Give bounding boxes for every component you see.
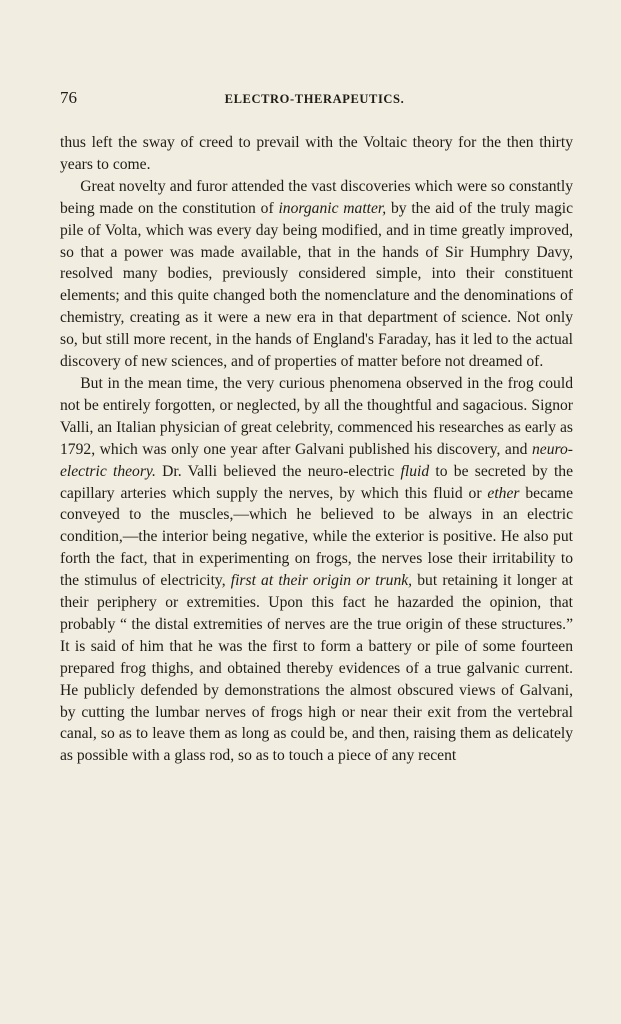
body-text [60,132,573,767]
paragraph [60,176,573,373]
italic-text: ether [487,484,520,502]
running-head [60,88,573,110]
italic-text: neuro-electric theory. [60,440,573,480]
text-run: became conveyed to the muscles,—which he believed to be always in an electric condition,—the interior being negative, while the exterior is positive. He also put forth the fact, that in experimenting on frogs, the nerves lose their irritability to the stimulus of electricity, [60,484,573,590]
paragraph [60,132,573,176]
page-number: 76 [60,88,77,107]
text-run: but retaining it longer at their periphery or extremities. Upon this fact he hazarded the opinion, that probably “ the distal extremities of nerves are the true origin of these structures.” It is said of him that he was the first to form a battery or pile of some fourteen prepared frog thighs, and obtained thereby evidences of a true galvanic current. He publicly defended by demonstrations the almost obscured views of Galvani, by cutting the lumbar nerves of frogs high or near their exit from the vertebral canal, so as to leave them as long as could be, and then, raising them as delicately as possible with a glass rod, so as to touch a piece of any recent [60,572,573,765]
text-run: to be secreted by the capillary arteries which supply the nerves, by which this fluid or [60,462,573,502]
italic-text: fluid [400,462,430,480]
italic-text: inorganic matter, [278,199,387,217]
text-run: by the aid of the truly magic pile of Volta, which was every day being modified, and in time greatly improved, so that a power was made available, that in the hands of Sir Humphry Davy, resolved many bodies, previously considered simple, into their constituent elements; and this quite changed both the nomenclature and the denominations of chemistry, creating as it were a new era in that department of science. Not only so, but still more recent, in the hands of England's Faraday, has it led to the actual discovery of new sciences, and of properties of matter before not dreamed of. [60,199,573,371]
text-run: But in the mean time, the very curious phenomena observed in the frog could not be entirely forgotten, or neglected, by all the thoughtful and sagacious. Signor Valli, an Italian physician of great celebrity, commenced his researches as early as 1792, which was only one year after Galvani published his discovery, and [60,374,573,458]
italic-text: first at their origin or trunk, [230,572,413,590]
paragraph [60,373,573,767]
text-run: Great novelty and furor attended the vast discoveries which were so constantly being made on the constitution of [60,177,573,217]
text-run: thus left the sway of creed to prevail with the Voltaic theory for the then thirty years to come. [60,134,573,173]
running-title: ELECTRO-THERAPEUTICS. [224,92,405,106]
text-run: Dr. Valli believed the neuro-electric [155,462,401,480]
